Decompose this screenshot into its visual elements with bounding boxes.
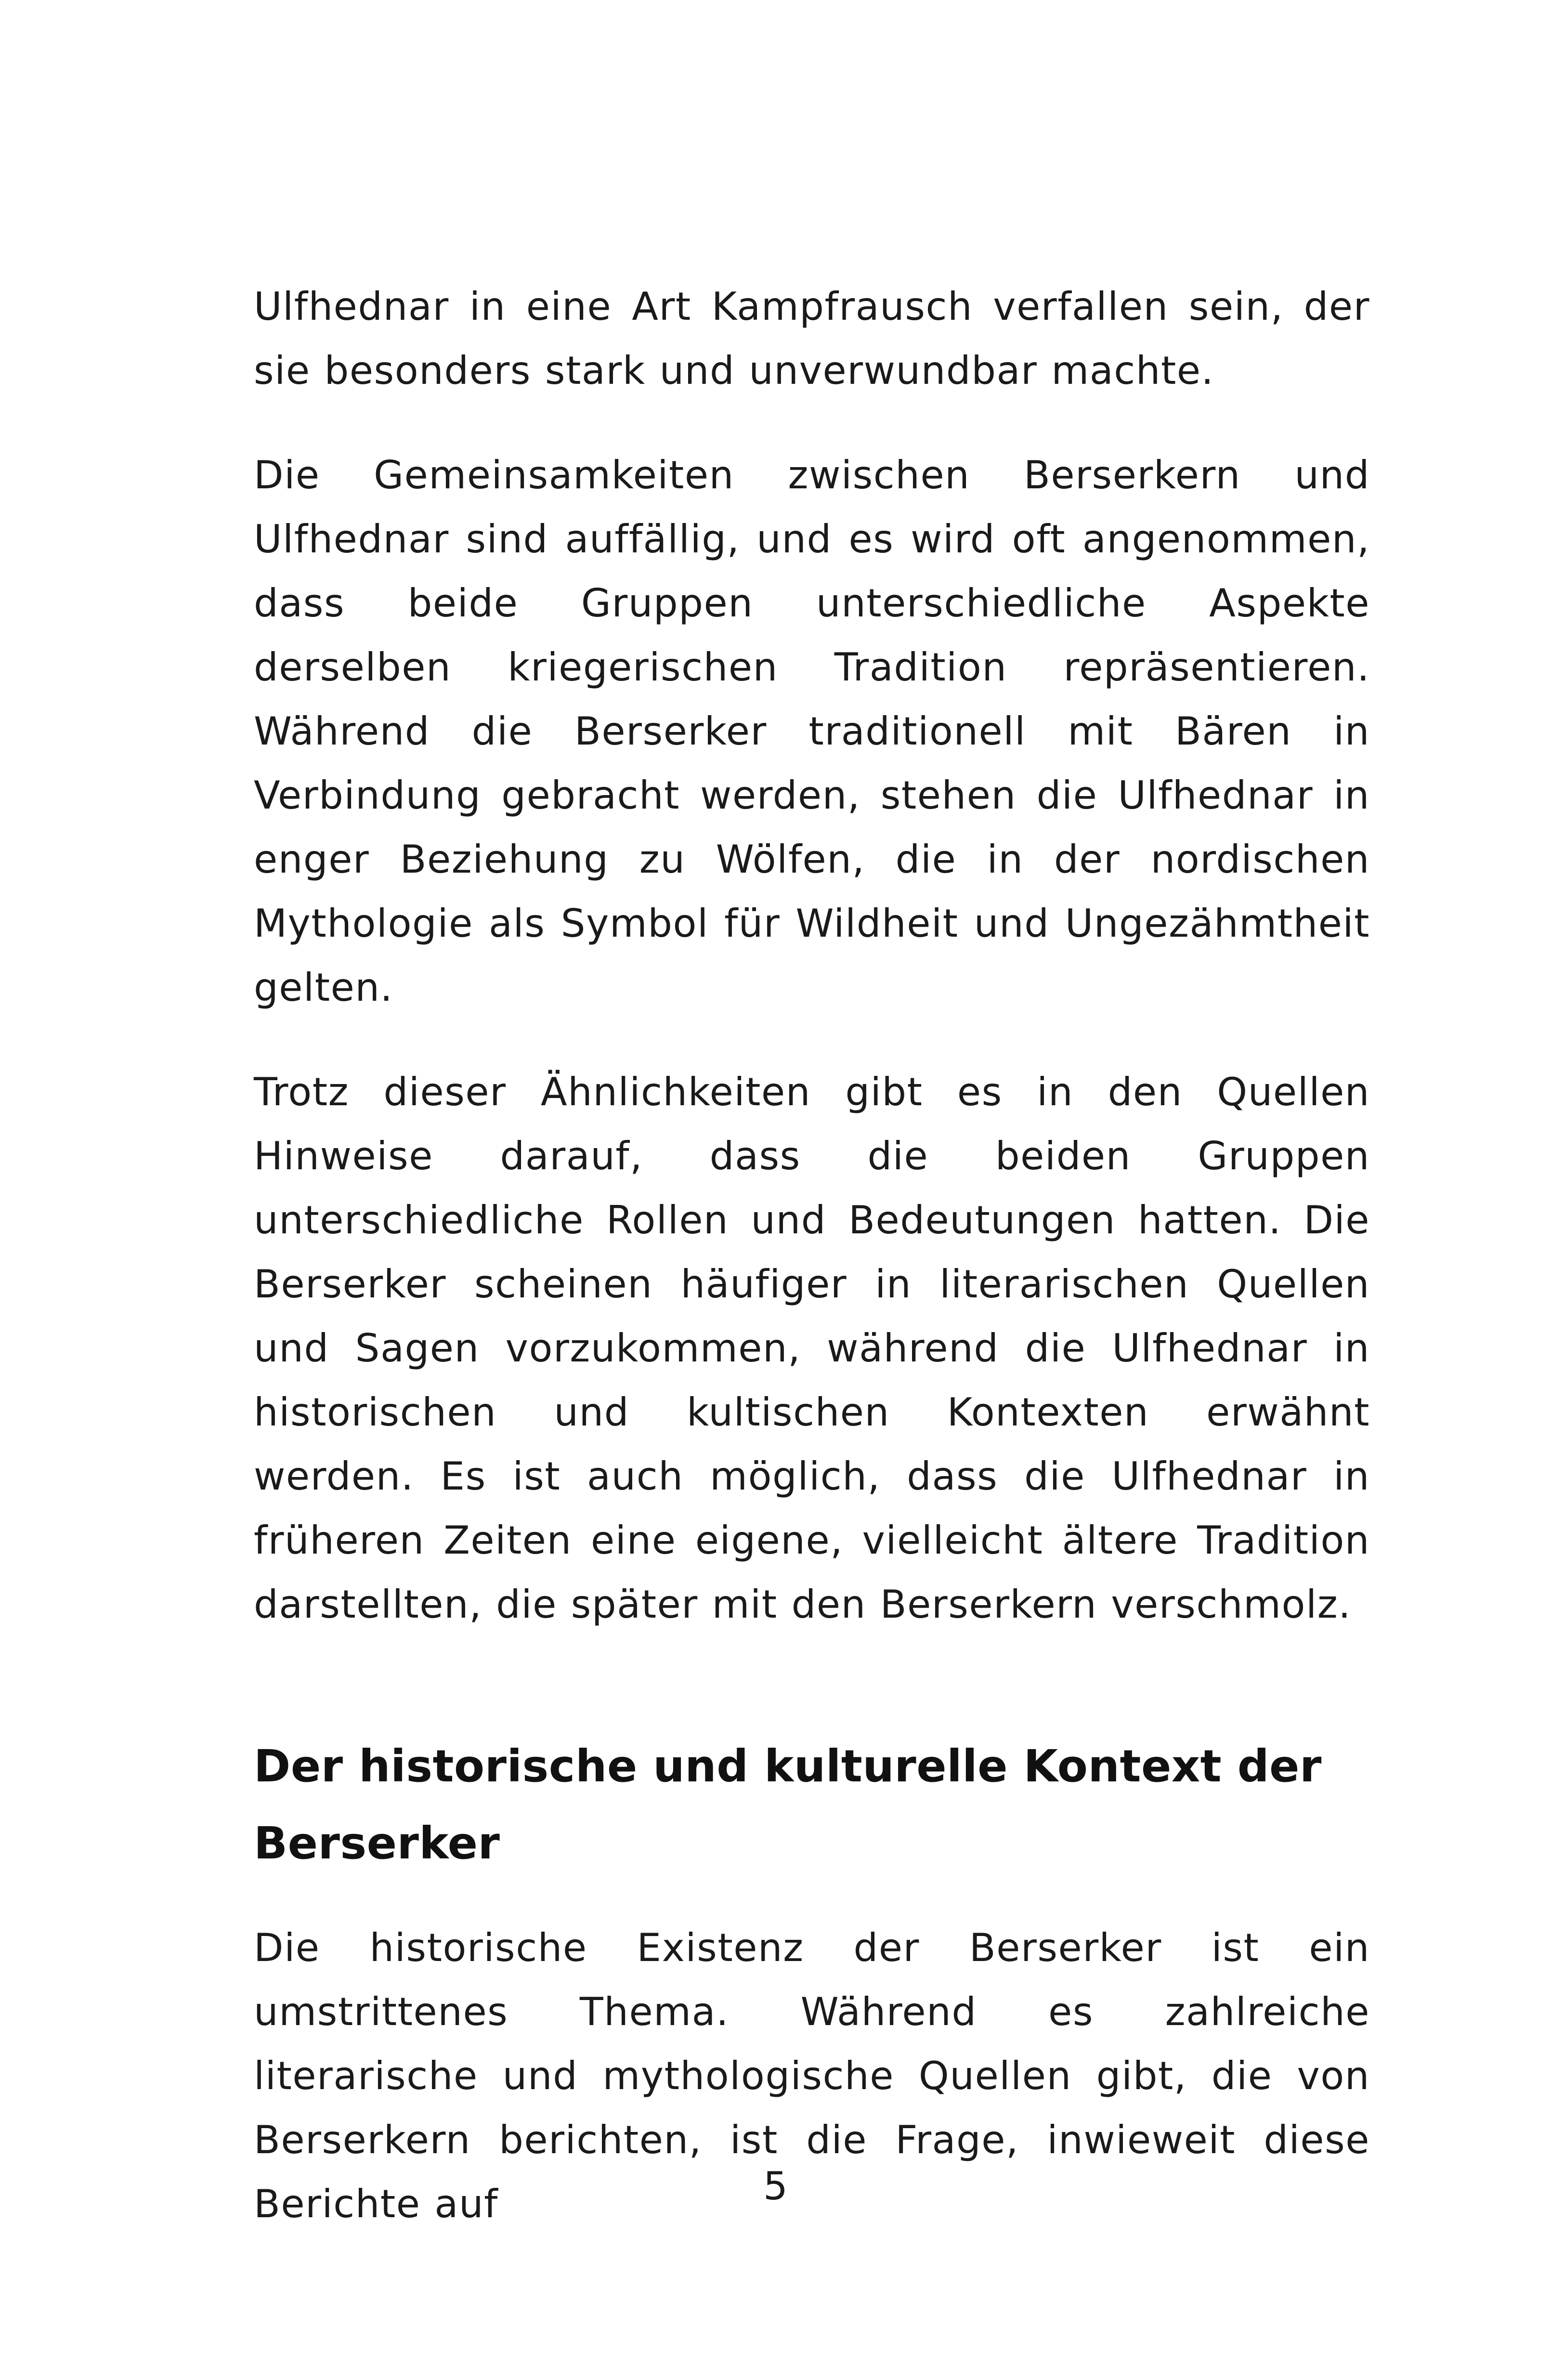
paragraph-similarities: Die Gemeinsamkeiten zwischen Berserkern und Ulfhednar sind auffällig, und es wird oft angenommen, dass beide Gruppen unterschiedliche Aspekte derselben kriegerischen Tradition repräsentieren. Während die Berserker traditionell mit Bären in Verbindung gebracht werden, stehen die Ulfhednar in enger Beziehung zu Wölfen, die in der nordischen Mythologie als Symbol für Wildheit und Ungezähmtheit gelten.	[254, 453, 1370, 1010]
paragraph-historical-existence: Die historische Existenz der Berserker ist ein umstrittenes Thema. Während es zahlreiche literarische und mythologische Quellen gibt, die von Berserkern berichten, ist die Frage, inwieweit diese Berichte auf	[254, 1925, 1370, 2226]
page-body	[254, 275, 1370, 2236]
page-number: 5	[763, 2164, 788, 2209]
section-heading: Der historische und kulturelle Kontext der Berserker	[254, 1740, 1322, 1869]
paragraph-continuation: Ulfhednar in eine Art Kampfrausch verfallen sein, der sie besonders stark und unverwundbar machte.	[254, 284, 1370, 393]
paragraph-differences: Trotz dieser Ähnlichkeiten gibt es in den Quellen Hinweise darauf, dass die beiden Gruppen unterschiedliche Rollen und Bedeutungen hatten. Die Berserker scheinen häufiger in literarischen Quellen und Sagen vorzukommen, während die Ulfhednar in historischen und kultischen Kontexten erwähnt werden. Es ist auch möglich, dass die Ulfhednar in früheren Zeiten eine eigene, vielleicht ältere Tradition darstellten, die später mit den Berserkern verschmolz.	[254, 1070, 1370, 1627]
